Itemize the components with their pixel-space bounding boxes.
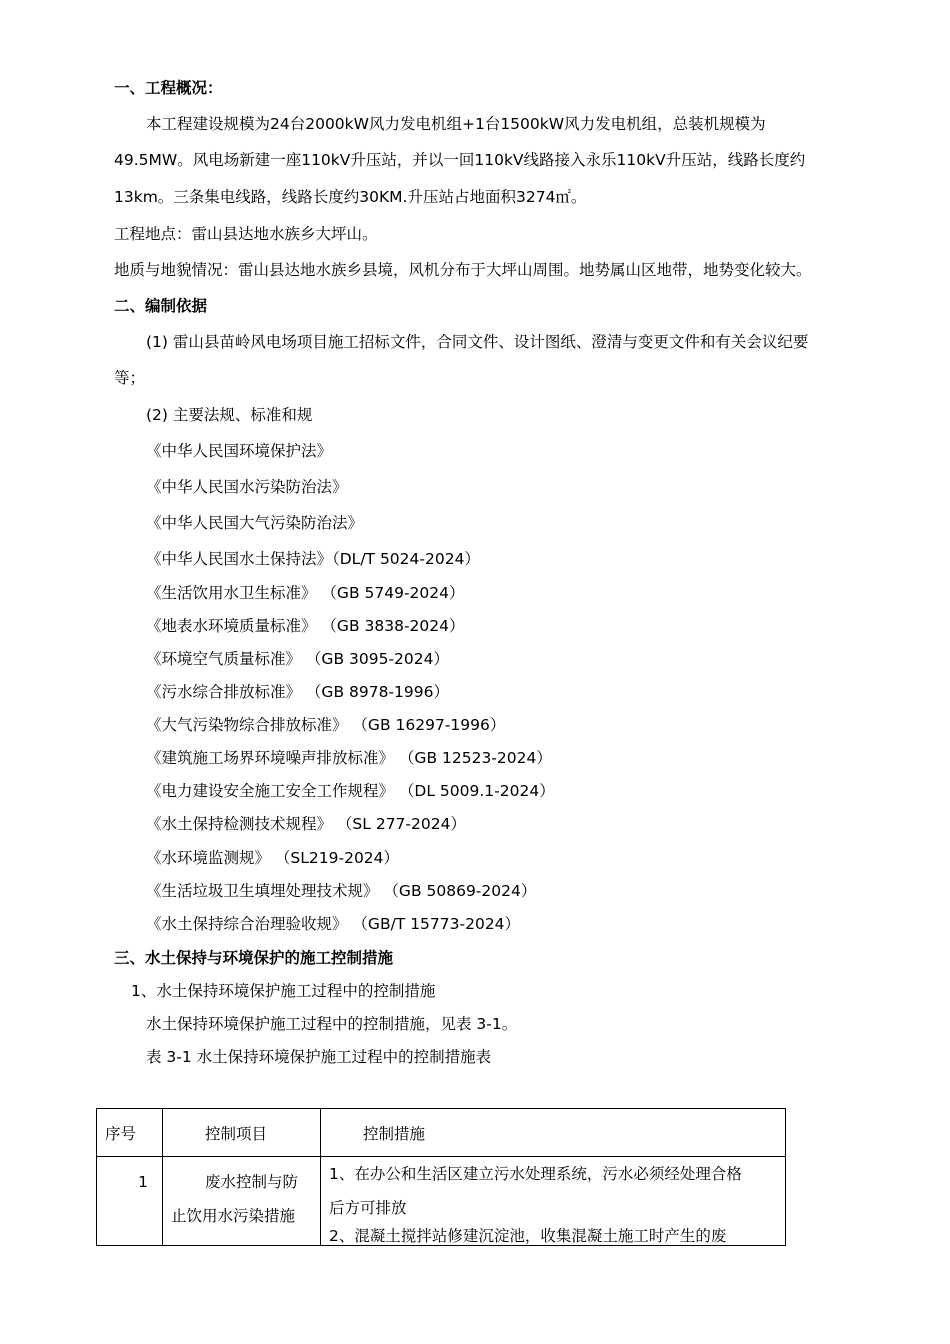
terrain-description: 地质与地貌情况：雷山县达地水族乡县境，风机分布于大坪山周围。地势属山区地带，地势变化较大。 xyxy=(114,261,812,279)
table-header-cell xyxy=(163,1109,321,1157)
standard-item: 《水土保持综合治理验收规》 （GB/T 15773-2024） xyxy=(146,915,521,933)
standard-item: 《环境空气质量标准》 （GB 3095-2024） xyxy=(146,650,449,668)
table-header-cell xyxy=(321,1109,786,1157)
row-measure-line: 2、混凝土搅拌站修建沉淀池，收集混凝土施工时产生的废 xyxy=(329,1227,727,1245)
header-measure: 控制措施 xyxy=(363,1124,426,1143)
overview-paragraph-line: 本工程建设规模为24台2000kW风力发电机组+1台1500kW风力发电机组，总装机规模为 xyxy=(146,115,766,133)
standard-item: 《污水综合排放标准》 （GB 8978-1996） xyxy=(146,683,449,701)
standard-item: 《中华人民国大气污染防治法》 xyxy=(146,514,364,532)
standard-item: 《中华人民国水土保持法》（DL/T 5024-2024） xyxy=(146,550,480,568)
table-cell-no xyxy=(97,1157,163,1246)
standard-item: 《中华人民国环境保护法》 xyxy=(146,442,333,460)
standard-item: 《地表水环境质量标准》 （GB 3838-2024） xyxy=(146,617,465,635)
project-location: 工程地点：雷山县达地水族乡大坪山。 xyxy=(114,225,378,243)
standard-item: 《水环境监测规》 （SL219-2024） xyxy=(146,849,400,867)
section-heading-overview: 一、工程概况： xyxy=(114,79,223,97)
overview-paragraph-line: 49.5MW。风电场新建一座110kV升压站，并以一回110kV线路接入永乐110kV升压站，线路长度约 xyxy=(114,151,806,169)
basis-item-2: (2) 主要法规、标准和规 xyxy=(146,406,313,424)
row-number: 1 xyxy=(138,1173,148,1191)
table-header-cell xyxy=(97,1109,163,1157)
standard-item: 《水土保持检测技术规程》 （SL 277-2024） xyxy=(146,815,466,833)
basis-item-1-line: (1) 雷山县苗岭风电场项目施工招标文件，合同文件、设计图纸、澄清与变更文件和有关会议纪要 xyxy=(146,333,809,351)
section-heading-basis: 二、编制依据 xyxy=(114,297,208,315)
table-header-row xyxy=(97,1109,786,1157)
table-cell-measure xyxy=(321,1157,786,1246)
subsection-heading: 1、水土保持环境保护施工过程中的控制措施 xyxy=(131,982,436,1000)
control-measures-table xyxy=(96,1108,786,1246)
table-row xyxy=(97,1157,786,1246)
standard-item: 《生活垃圾卫生填埋处理技术规》 （GB 50869-2024） xyxy=(146,882,537,900)
standard-item: 《建筑施工场界环境噪声排放标准》 （GB 12523-2024） xyxy=(146,749,552,767)
table-cell-item xyxy=(163,1157,321,1246)
standard-item: 《生活饮用水卫生标准》 （GB 5749-2024） xyxy=(146,584,465,602)
standard-item: 《电力建设安全施工安全工作规程》 （DL 5009.1-2024） xyxy=(146,782,555,800)
header-no: 序号 xyxy=(105,1124,137,1143)
standard-item: 《大气污染物综合排放标准》 （GB 16297-1996） xyxy=(146,716,506,734)
row-item-line: 止饮用水污染措施 xyxy=(171,1207,296,1225)
section-heading-control-measures: 三、水土保持与环境保护的施工控制措施 xyxy=(114,949,394,967)
row-item-line: 废水控制与防 xyxy=(205,1173,299,1191)
basis-item-1-line: 等； xyxy=(114,369,146,387)
row-measure-line: 后方可排放 xyxy=(329,1199,407,1217)
header-item: 控制项目 xyxy=(205,1124,268,1143)
standard-item: 《中华人民国水污染防治法》 xyxy=(146,478,348,496)
row-measure-line: 1、在办公和生活区建立污水处理系统，污水必须经处理合格 xyxy=(329,1165,742,1183)
overview-paragraph-line: 13km。三条集电线路，线路长度约30KM.升压站占地面积3274㎡。 xyxy=(114,188,587,206)
table-caption: 表 3-1 水土保持环境保护施工过程中的控制措施表 xyxy=(146,1048,492,1066)
subsection-text: 水土保持环境保护施工过程中的控制措施，见表 3-1。 xyxy=(146,1015,518,1033)
